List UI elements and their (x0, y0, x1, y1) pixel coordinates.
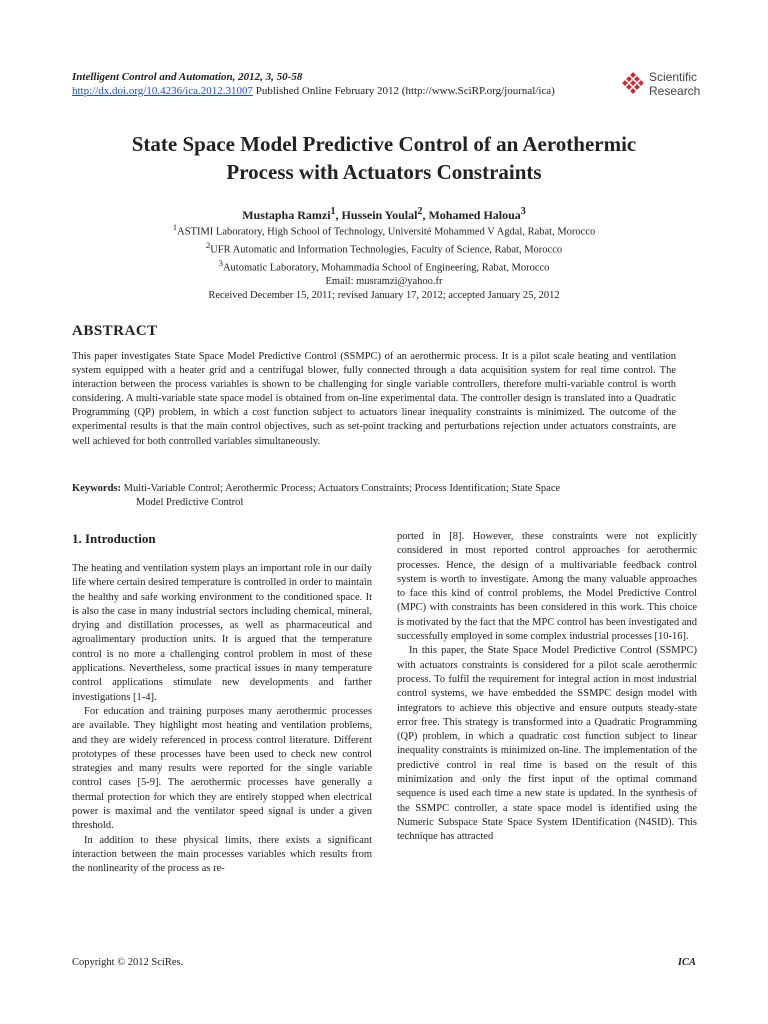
received-dates: Received December 15, 2011; revised January 17, 2012; accepted January 25, 2012 (208, 290, 560, 301)
abstract-heading: ABSTRACT (72, 323, 158, 339)
published-info: Published Online February 2012 (http://www.SciRP.org/journal/ica) (252, 85, 555, 97)
keywords-line-1 (72, 482, 676, 496)
scirp-logo-icon (622, 72, 644, 94)
section-heading: 1. Introduction (72, 531, 156, 546)
affiliation-sup: 2 (205, 240, 211, 250)
keywords (72, 482, 676, 510)
journal-name: Intelligent Control and Automation (72, 71, 233, 83)
author-1-sup: 1 (330, 206, 336, 217)
paragraph: The heating and ventilation system plays an important role in our daily life where certain desired temperature is controlled in order to maintain the healthy and safe working environment to the conditioned space. It is also the case in many industrial sectors including chemical, mineral, drying and distillation processes, as well as pharmaceutical and agroalimentary production units. It is argued that the temperature control is no more a challenging control problem in most of these applications. Nevertheless, some practical issues in many temperature control applications stimulate new developments and farther investigations [1-4]. (72, 563, 372, 703)
keywords-label: Keywords: (72, 483, 121, 494)
logo-text (649, 70, 700, 98)
paragraph: In addition to these physical limits, there exists a significant interaction between the main processes variables which results from the nonlinearity of the process as re- (72, 834, 372, 875)
title-line-1: State Space Model Predictive Control of an Aerothermic (131, 132, 637, 156)
right-column (397, 530, 697, 845)
author-1: Mustapha Ramzi (242, 208, 331, 222)
copyright: Copyright © 2012 SciRes. (72, 957, 184, 968)
doi-line (72, 84, 555, 98)
page-footer (72, 957, 696, 968)
abstract-text: This paper investigates State Space Model Predictive Control (SSMPC) of an aerothermic process. It is a pilot scale heating and ventilation system equipped with a heater grid and a centrifugal blower, fully connected through a data acquisition system for real time control. The interaction between the process variables is shown to be challenging for single variable controllers, therefore multi-variable control is worth considering. A multi-variable state space model is obtained from on-line experimental data. The controller design is translated into a Quadratic Programming (QP) problem, in which a cost function subject to actuators linear inequality constraints is minimized. The outcome of the experimental results is that the main control objectives, such as set-point tracking and perturbations rejection under actuators constraints, are well achieved for both controlled variables simultaneously. (72, 351, 676, 447)
paragraph: ported in [8]. However, these constraints were not explicitly considered in most reported control approaches for aerothermic processes. Hence, the design of a multivariable feedback control system is worth to investigate. Among the many valuable approaches to face this kind of control problems, the Model Predictive Control (MPC) with constraints has been considered in this work. This choice is motivated by the fact that the MPC control has been investigated and successfully employed in some complex industrial processes [10-16]. (397, 531, 697, 643)
affiliation-text: ASTIMI Laboratory, High School of Technology, Université Mohammed V Agdal, Rabat, Morocco (177, 226, 596, 238)
doi-link[interactable]: http://dx.doi.org/10.4236/ica.2012.31007 (72, 85, 253, 97)
keywords-line-2: Model Predictive Control (136, 497, 244, 508)
affiliation-1 (60, 221, 708, 239)
journal-abbr: ICA (677, 957, 696, 968)
journal-citation (72, 70, 555, 84)
author-sep: , (422, 208, 429, 222)
author-sep: , (335, 208, 342, 222)
affiliation-text: Automatic Laboratory, Mohammadia School of Engineering, Rabat, Morocco (222, 262, 550, 274)
affiliation-sup: 1 (172, 222, 178, 232)
author-3: Mohamed Haloua (428, 208, 521, 222)
affiliation-sup: 3 (218, 258, 223, 268)
journal-volume: , 2012, 3, 50-58 (232, 71, 303, 83)
paragraph: In this paper, the State Space Model Predictive Control (SSMPC) with actuators constraints is considered for a pilot scale aerothermic process. To fulfil the requirement for integral action in most industrial control systems, we have embedded the SSMPC design model with integrators to achieve this objective and ensure outputs steady-state error free. This strategy is transformed into a Quadratic Programming (QP) problem, in which a quadratic cost function subject to linear inequality constraints is minimized on-line. The implementation of the predictive control in real time is based on the result of this minimization and only the first input of the optimal command sequence is used each time a new state is updated. In the synthesis of the SSMPC controller, a state space model is identified using the Numeric Subspace State Space System IDentification (N4SID). This technique has attracted (397, 645, 697, 843)
email: Email: musramzi@yahoo.fr (325, 276, 443, 287)
affiliation-2 (60, 239, 708, 257)
paper-title (60, 130, 708, 186)
logo-line-2: Research (649, 84, 701, 98)
paragraph: For education and training purposes many aerothermic processes are available. They highlight most heating and ventilation problems, and they are widely referenced in process control literature. Different prototypes of these processes have been used to check new control strategies and many results were reported for the single variable control cases [5-9]. The aerothermic processes have generally a thermal protection for which they are entirely stopped when electrical power is maximal and the ventilator speed signal is under a given threshold. (72, 705, 372, 832)
affiliation-text: UFR Automatic and Information Technologies, Faculty of Science, Rabat, Morocco (210, 244, 563, 256)
logo-line-1: Scientific (649, 70, 698, 84)
journal-header (72, 70, 555, 98)
author-2-sup: 2 (417, 206, 423, 217)
keywords-list-1: Multi-Variable Control; Aerothermic Process; Actuators Constraints; Process Identification; State Space (121, 483, 561, 494)
affiliations (60, 221, 708, 289)
left-column (72, 530, 372, 877)
title-line-2: Process with Actuators Constraints (226, 160, 542, 184)
author-2: Hussein Youlal (341, 208, 418, 222)
affiliation-3 (60, 257, 708, 275)
scientific-research-logo (622, 70, 702, 100)
author-3-sup: 3 (520, 206, 526, 217)
